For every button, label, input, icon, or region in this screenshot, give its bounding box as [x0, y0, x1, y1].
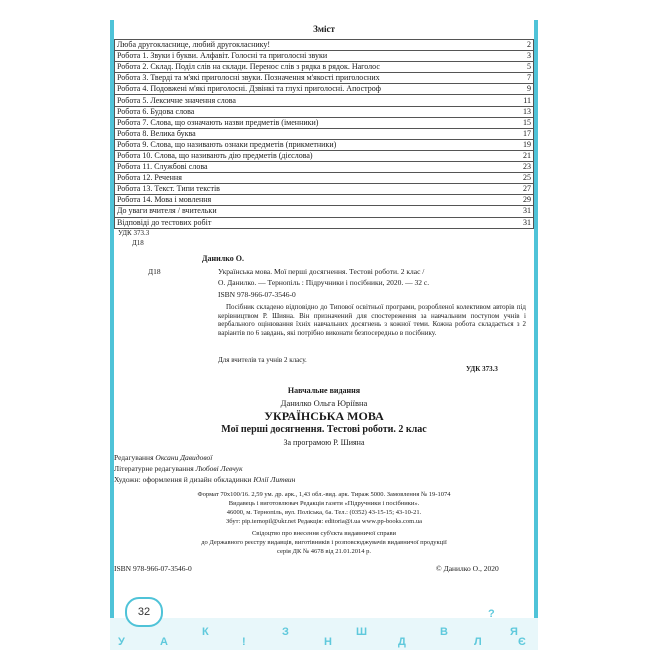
toc-row	[115, 40, 534, 51]
toc-item-title: До уваги вчителя / вчительки	[115, 206, 516, 217]
toc-row	[115, 217, 534, 228]
decor-letter: В	[440, 626, 448, 638]
decor-letter: Ш	[356, 626, 368, 638]
udk-right: УДК 373.3	[466, 365, 498, 373]
decor-letter: Л	[474, 636, 482, 648]
imprint-line-1: Формат 70х100/16. 2,59 ум. др. арк., 1,43 обл.-вид. арк. Тираж 5000. Замовлення № 19-1074	[197, 491, 451, 498]
imprint-line-3: 46000, м. Тернопіль, вул. Поліська, 6а. Тел.: (0352) 43-15-15; 43-10-21.	[226, 509, 422, 516]
decor-letter: Н	[324, 636, 332, 648]
toc-item-page: 2	[515, 40, 534, 51]
toc-row	[115, 84, 534, 95]
credit-literary: Літературне редагування Любові Левчук	[114, 464, 243, 473]
imprint-line-5: Свідоцтво про внесення суб'єкта видавничої справи	[251, 530, 397, 537]
udk-top: УДК 373.3	[118, 229, 150, 237]
annotation: Посібник складено відповідно до Типової освітньої програми, розробленої колективом авторів під керівництвом Р. Шияна. Він призначений для спостереження за навчальним поступом учнів і вербального оцінювання їхніх навчальних досягнень з кожної теми. Кожна робота складається з 2 варіантів по 6 завдань, які потрібно виконати безпосередньо в посібнику.	[218, 303, 526, 337]
toc-item-page: 29	[515, 195, 534, 206]
toc-row	[115, 73, 534, 84]
toc-row	[115, 184, 534, 195]
decor-letter: К	[202, 626, 209, 638]
toc-item-title: Робота 6. Будова слова	[115, 106, 516, 117]
toc-item-title: Робота 1. Звуки і букви. Алфавіт. Голосні та приголосні звуки	[115, 51, 516, 62]
decor-letter: У	[118, 636, 125, 648]
decor-letter: Є	[518, 636, 526, 648]
toc-row	[115, 106, 534, 117]
credit-editing: Редагування Оксани Давидової	[114, 453, 213, 462]
toc-item-page: 7	[515, 73, 534, 84]
page-number: 32	[125, 597, 163, 627]
catalog-isbn: ISBN 978-966-07-3546-0	[218, 290, 296, 299]
toc-row	[115, 206, 534, 217]
toc-title: Зміст	[313, 24, 335, 34]
toc-item-page: 9	[515, 84, 534, 95]
toc-item-title: Робота 11. Службові слова	[115, 162, 516, 173]
program-line: За програмою Р. Шияна	[283, 438, 365, 447]
credit-design: Художн: оформлення й дизайн обкладинки Юлії Литвин	[114, 475, 296, 484]
toc-item-page: 19	[515, 139, 534, 150]
toc-item-title: Робота 7. Слова, що означають назви предметів (іменники)	[115, 117, 516, 128]
toc-row	[115, 128, 534, 139]
toc-row	[115, 62, 534, 73]
toc-row	[115, 195, 534, 206]
toc-item-page: 31	[515, 217, 534, 228]
imprint-line-4: Збут: pip.ternopil@ukr.net Редакція: editoria@i.ua www.pp-books.com.ua	[226, 518, 422, 525]
toc-item-title: Робота 10. Слова, що називають дію предметів (дієслова)	[115, 150, 516, 161]
copyright: © Данилко О., 2020	[436, 564, 499, 573]
book-subtitle: Мої перші досягнення. Тестові роботи. 2 клас	[221, 424, 427, 435]
toc-item-title: Робота 5. Лексичне значення слова	[115, 95, 516, 106]
toc-row	[115, 139, 534, 150]
decor-letter: Д	[398, 636, 406, 648]
class-mark: Д18	[132, 239, 144, 247]
audience: Для вчителів та учнів 2 класу.	[218, 356, 307, 364]
toc-row	[115, 51, 534, 62]
edition-type: Навчальне видання	[287, 386, 361, 395]
toc-item-title: Робота 9. Слова, що називають ознаки предметів (прикметники)	[115, 139, 516, 150]
toc-row	[115, 162, 534, 173]
toc-row	[115, 95, 534, 106]
imprint-line-2: Видавець і виготовлювач Редакція газети «Підручники і посібники».	[228, 500, 420, 507]
toc-item-title: Люба другокласнице, любий другокласнику!	[115, 40, 516, 51]
toc-item-page: 23	[515, 162, 534, 173]
toc-item-title: Відповіді до тестових робіт	[115, 217, 516, 228]
bib-line-1: Українська мова. Мої перші досягнення. Тестові роботи. 2 клас /	[218, 267, 425, 276]
toc-item-title: Робота 14. Мова і мовлення	[115, 195, 516, 206]
toc-item-title: Робота 2. Склад. Поділ слів на склади. Перенос слів з рядка в рядок. Наголос	[115, 62, 516, 73]
decor-letter: Я	[510, 626, 518, 638]
imprint-line-6: до Державного реєстру видавців, виготівників і розповсюджувачів видавничої продукції	[201, 539, 447, 546]
bib-line-2: О. Данилко. — Тернопіль : Підручники і посібники, 2020. — 32 с.	[218, 278, 430, 287]
toc-item-page: 17	[515, 128, 534, 139]
toc-item-page: 11	[515, 95, 534, 106]
toc-item-page: 13	[515, 106, 534, 117]
footer-isbn: ISBN 978-966-07-3546-0	[114, 564, 192, 573]
page	[114, 20, 534, 630]
toc-item-page: 5	[515, 62, 534, 73]
decor-letter: ?	[488, 608, 495, 620]
toc-item-page: 15	[515, 117, 534, 128]
decor-letter: А	[160, 636, 168, 648]
toc-item-page: 27	[515, 184, 534, 195]
decor-letter: !	[242, 636, 246, 648]
toc-row	[115, 117, 534, 128]
toc-row	[115, 150, 534, 161]
author-full: Данилко Ольга Юріївна	[280, 398, 368, 408]
imprint-line-7: серія ДК № 4678 від 21.01.2014 р.	[277, 548, 371, 555]
book-title: УКРАЇНСЬКА МОВА	[264, 409, 384, 423]
toc-item-title: Робота 13. Текст. Типи текстів	[115, 184, 516, 195]
toc-row	[115, 173, 534, 184]
toc-item-page: 31	[515, 206, 534, 217]
toc-item-title: Робота 4. Подовжені м'які приголосні. Дзвінкі та глухі приголосні. Апостроф	[115, 84, 516, 95]
toc-item-title: Робота 12. Речення	[115, 173, 516, 184]
toc-item-page: 25	[515, 173, 534, 184]
toc-item-page: 21	[515, 150, 534, 161]
toc-item-page: 3	[515, 51, 534, 62]
catalog-author: Данилко О.	[202, 254, 244, 263]
toc-item-title: Робота 3. Тверді та м'які приголосні звуки. Позначення м'якості приголосних	[115, 73, 516, 84]
catalog-index: Д18	[148, 267, 161, 276]
decor-letter: З	[282, 626, 289, 638]
toc-table	[114, 39, 534, 229]
decor-letters	[110, 604, 538, 650]
toc-item-title: Робота 8. Велика буква	[115, 128, 516, 139]
